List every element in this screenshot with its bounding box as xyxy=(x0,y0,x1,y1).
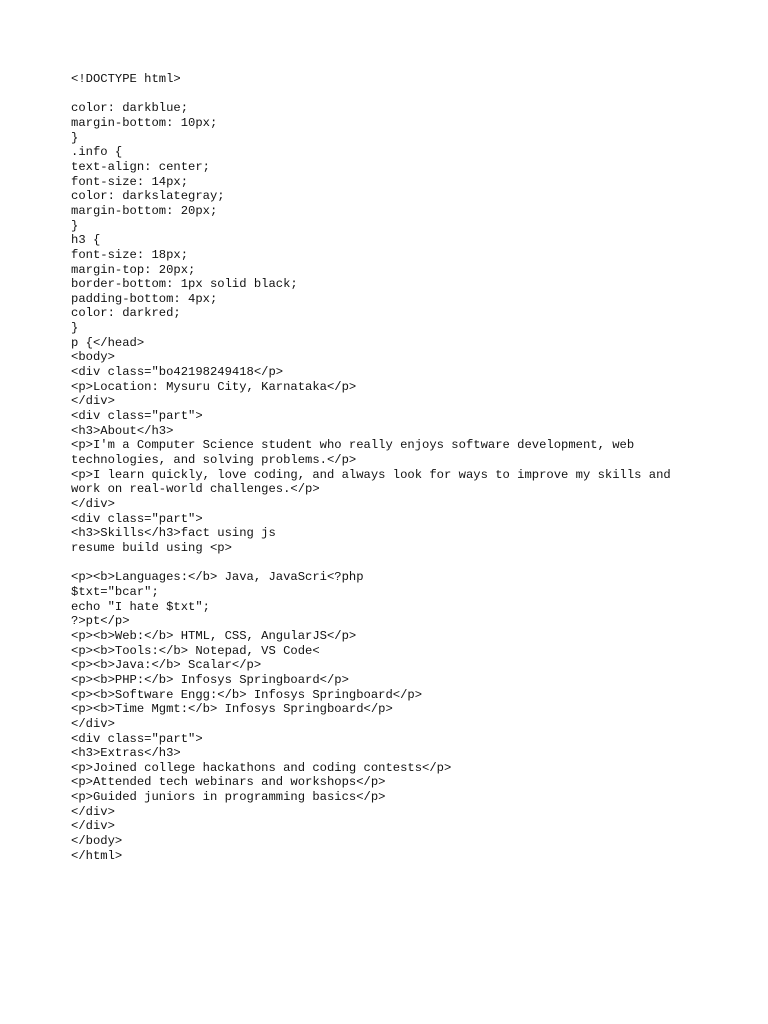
code-line: </div> xyxy=(71,819,115,834)
code-line: text-align: center; xyxy=(71,159,210,174)
code-line: color: darkblue; xyxy=(71,101,189,116)
code-line: margin-bottom: 10px; xyxy=(71,115,218,130)
code-line: </div> xyxy=(71,804,115,819)
code-line: color: darkslategray; xyxy=(71,189,225,204)
code-line: </body> xyxy=(71,834,123,849)
code-line: </html> xyxy=(71,848,123,863)
code-line: <p><b>Java:</b> Scalar</p> xyxy=(71,658,262,673)
code-line: ?>pt</p> xyxy=(71,614,130,629)
code-line: <h3>Skills</h3>fact using js xyxy=(71,526,276,541)
code-line: color: darkred; xyxy=(71,306,181,321)
code-line: <p><b>PHP:</b> Infosys Springboard</p> xyxy=(71,672,349,687)
code-line: } xyxy=(71,321,79,336)
code-line: <div class="part"> xyxy=(71,409,203,424)
code-line: h3 { xyxy=(71,233,101,248)
code-line: technologies, and solving problems.</p> xyxy=(71,453,357,468)
code-line: padding-bottom: 4px; xyxy=(71,291,218,306)
code-line: <h3>Extras</h3> xyxy=(71,746,181,761)
code-line: <p>Joined college hackathons and coding contests</p> xyxy=(71,760,452,775)
code-line: font-size: 18px; xyxy=(71,247,189,262)
code-line: margin-bottom: 20px; xyxy=(71,203,218,218)
code-line xyxy=(71,87,751,102)
code-line: work on real-world challenges.</p> xyxy=(71,482,320,497)
code-line: <h3>About</h3> xyxy=(71,423,174,438)
code-line: <p><b>Time Mgmt:</b> Infosys Springboard</p> xyxy=(71,702,393,717)
code-line: <div class="part"> xyxy=(71,511,203,526)
code-line: </div> xyxy=(71,716,115,731)
code-line: <p>Guided juniors in programming basics</p> xyxy=(71,790,386,805)
code-line: $txt="bcar"; xyxy=(71,584,159,599)
code-line: font-size: 14px; xyxy=(71,174,189,189)
code-line: <p><b>Software Engg:</b> Infosys Springboard</p> xyxy=(71,687,423,702)
code-line: <p>I'm a Computer Science student who really enjoys software development, web xyxy=(71,438,635,453)
code-line xyxy=(71,556,751,571)
code-line: <body> xyxy=(71,350,115,365)
code-line: </div> xyxy=(71,497,115,512)
code-line: <p><b>Tools:</b> Notepad, VS Code< xyxy=(71,643,320,658)
code-line: p {</head> xyxy=(71,335,145,350)
code-line: echo "I hate $txt"; xyxy=(71,599,210,614)
code-line: </div> xyxy=(71,394,115,409)
code-line: <p><b>Web:</b> HTML, CSS, AngularJS</p> xyxy=(71,628,357,643)
code-line: <p>Attended tech webinars and workshops</p> xyxy=(71,775,386,790)
code-line: <p><b>Languages:</b> Java, JavaScri<?php xyxy=(71,570,364,585)
code-line: border-bottom: 1px solid black; xyxy=(71,277,298,292)
code-line: <p>I learn quickly, love coding, and always look for ways to improve my skills and xyxy=(71,467,671,482)
code-line: } xyxy=(71,218,79,233)
code-line: .info { xyxy=(71,145,123,160)
code-line: margin-top: 20px; xyxy=(71,262,196,277)
code-line: <div class="part"> xyxy=(71,731,203,746)
code-line: <!DOCTYPE html> xyxy=(71,72,181,86)
code-line: resume build using <p> xyxy=(71,540,232,555)
code-line: } xyxy=(71,130,79,145)
code-line: <div class="bo42198249418</p> xyxy=(71,365,284,380)
code-text-block xyxy=(71,72,751,863)
code-line: <p>Location: Mysuru City, Karnataka</p> xyxy=(71,379,357,394)
